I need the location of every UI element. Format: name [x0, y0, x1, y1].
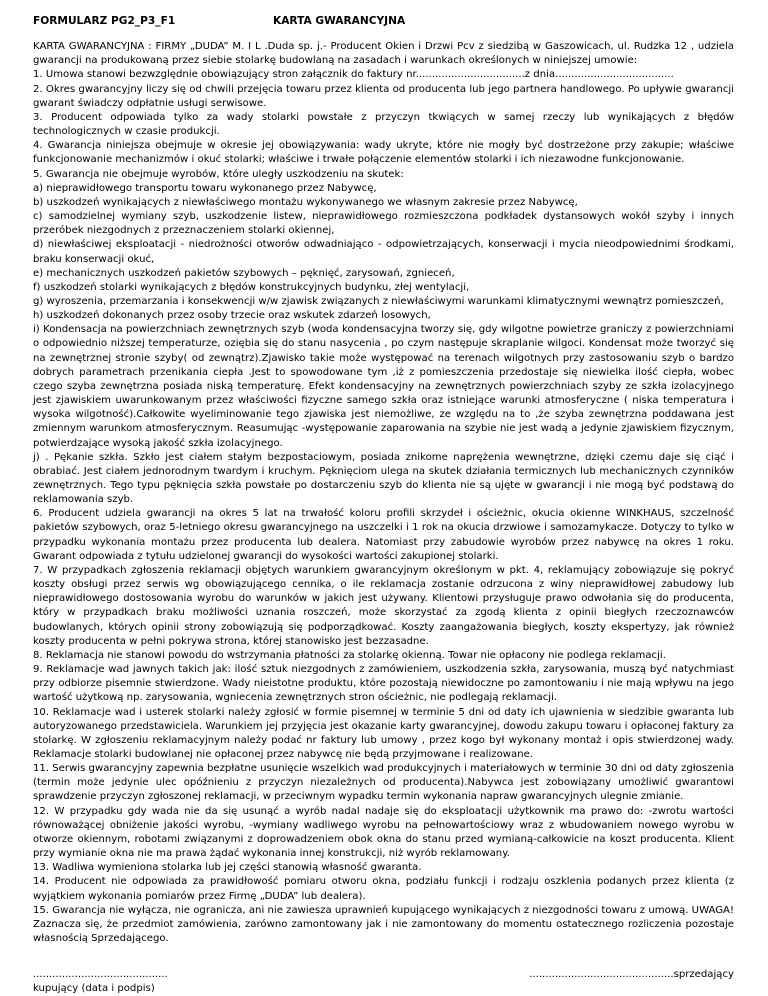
- warranty-paragraph: f) uszkodzeń stolarki wynikających z błędów konstrukcyjnych budynku, złej wentylacji,: [33, 281, 470, 293]
- warranty-paragraph: 9. Reklamacje wad jawnych takich jak: ilość sztuk niezgodnych z zamówieniem, uszkodzenia szkła, zarysowania, muszą być natychmiast przy odbiorze pisemnie stwierdzone. Wady nieistotne produktu, które pozostają niewidoczne po zamontowaniu i nie mają wpływu na jego wartość użytkową np. zarysowania, wgniecenia zewnętrznych stron ościeżnic, nie podlegają reklamacji.: [33, 664, 734, 704]
- seller-signature: .............................................sprzedający: [529, 969, 734, 981]
- warranty-paragraph: 3. Producent odpowiada tylko za wady stolarki powstałe z przyczyn tkwiących w samej rzeczy lub wynikających z błędów technologicznych w czasie produkcji.: [33, 111, 734, 138]
- warranty-paragraph: 5. Gwarancja nie obejmuje wyrobów, które uległy uszkodzeniu na skutek:: [33, 168, 404, 180]
- warranty-paragraph: b) uszkodzeń wynikających z niewłaściwego montażu wykonywanego we własnym zakresie przez Nabywcę,: [33, 196, 578, 208]
- form-code: FORMULARZ PG2_P3_F1: [33, 15, 176, 27]
- warranty-paragraph: i) Kondensacja na powierzchniach zewnętrznych szyb (woda kondensacyjna tworzy się, gdy wilgotne powietrze graniczy z powierzchniami o odpowiednio niższej temperaturze, oziębia się do stanu nasycenia , po czym następuje skraplanie wilgoci. Kondensat może tworzyć się na zewnętrznej stronie szyby( od zewnątrz).Zjawisko takie może występować na terenach wilgotnych przy zastosowaniu szyb o bardzo dobrych parametrach przenikania ciepła .Jest to spowodowane tym ,iż z pomieszczenia przedostaje się niewielka ilość ciepła, wobec czego szyba zewnętrzna posiada niską temperaturę. Efekt kondensacyjny na zewnętrznych powierzchniach szyby ze szkła izolacyjnego jest zjawiskiem uwarunkowanym przez właściwości fizyczne samego szkła oraz istniejące warunki atmosferyczne ( niska temperatura i wysoka wilgotność).Całkowite wyeliminowanie tego zjawiska jest niemożliwe, ze względu na to ,że szyba zewnętrzna poddawana jest zmiennym warunkom atmosferycznym. Reasumując -występowanie zaparowania na szybie nie jest wadą a jedynie zjawiskiem fizycznym, potwierdzające wysoką jakość szkła izolacyjnego.: [33, 324, 734, 449]
- document-header: [33, 14, 734, 28]
- warranty-paragraph: 14. Producent nie odpowiada za prawidłowość pomiaru otworu okna, podziału funkcji i rodzaju oszklenia podanych przez klienta (z wyjątkiem wykonania pomiarów przez Firmę „DUDA” lub dealera).: [33, 876, 734, 902]
- warranty-paragraph: e) mechanicznych uszkodzeń pakietów szybowych – pęknięć, zarysowań, zgnieceń,: [33, 267, 455, 279]
- document-title: KARTA GWARANCYJNA: [273, 15, 406, 27]
- warranty-paragraph: 6. Producent udziela gwarancji na okres 5 lat na trwałość koloru profili skrzydeł i ościeżnic, okucia okienne WINKHAUS, szczelność pakietów szybowych, oraz 5-letniego okresu gwarancyjnego na uszczelki i 1 rok na okucia drzwiowe i samozamykacze. Dotyczy to tylko w przypadku wykonania montażu przez producenta lub dealera. Natomiast przy zabudowie wyrobów przez nabywcę na okres 1 roku. Gwarant odpowiada z tytułu udzielonej gwarancji do wysokości wartości zakupionej stolarki.: [33, 508, 734, 562]
- warranty-paragraph: 1. Umowa stanowi bezwzględnie obowiązujący stron załącznik do faktury nr..................................z dnia.....................................: [33, 69, 674, 81]
- warranty-terms: [33, 40, 734, 946]
- warranty-paragraph: j) . Pękanie szkła. Szkło jest ciałem stałym bezpostaciowym, posiada znikome naprężenia wewnętrzne, dzięki czemu daje się ciąć i obrabiać. Jest ciałem jednorodnym twardym i kruchym. Pęknięciom ulega na skutek działania termicznych lub mechanicznych czynników zewnętrznych. Tego typu pęknięcia szkła powstałe po dostarczeniu szyb do klienta nie są ujęte w gwarancji i nie mogą być podstawą do reklamowania szyb.: [33, 451, 734, 506]
- warranty-paragraph: 10. Reklamacje wad i usterek stolarki należy zgłosić w formie pisemnej w terminie 5 dni od daty ich ujawnienia w siedzibie gwaranta lub autoryzowanego przedstawiciela. Warunkiem jej przyjęcia jest okazanie karty gwarancyjnej, dowodu zakupu towaru i opłaconej faktury za stolarkę. W zgłoszeniu reklamacyjnym należy podać nr faktury lub umowy , przez kogo był wykonany montaż i opis stwierdzonej wady. Reklamacje stolarki budowlanej nie opłaconej przez nabywcę nie będą przyjmowane i realizowane.: [33, 706, 734, 760]
- warranty-paragraph: 13. Wadliwa wymieniona stolarka lub jej części stanowią własność gwaranta.: [33, 862, 422, 874]
- warranty-paragraph: h) uszkodzeń dokonanych przez osoby trzecie oraz wskutek zdarzeń losowych,: [33, 310, 431, 322]
- buyer-signature-line: ..........................................: [33, 969, 168, 981]
- warranty-paragraph: a) nieprawidłowego transportu towaru wykonanego przez Nabywcę,: [33, 182, 377, 194]
- warranty-paragraph: 8. Reklamacja nie stanowi powodu do wstrzymania płatności za stolarkę okienną. Towar nie opłacony nie podlega reklamacji.: [33, 649, 666, 661]
- warranty-paragraph: 2. Okres gwarancyjny liczy się od chwili przejęcia towaru przez klienta od producenta lub jego partnera handlowego. Po upływie gwarancji gwarant świadczy odpłatnie usługi serwisowe.: [33, 83, 734, 109]
- warranty-paragraph: 4. Gwarancja niniejsza obejmuje w okresie jej obowiązywania: wady ukryte, które nie mogły być dostrzeżone przy zakupie; właściwe funkcjonowanie mechanizmów i okuć stolarki; właściwe i trwałe połączenie elementów stolarki i ich niezawodne funkcjonowanie.: [33, 140, 734, 166]
- buyer-signature-label: kupujący (data i podpis): [33, 983, 155, 995]
- warranty-paragraph: 15. Gwarancja nie wyłącza, nie ogranicza, ani nie zawiesza uprawnień kupującego wynikających z niezgodności towaru z umową. UWAGA! Zaznacza się, że przedmiot zamówienia, zarówno zamontowany jak i nie zamontowany do momentu ostatecznego rozliczenia pozostaje własnością Sprzedającego.: [33, 904, 734, 944]
- warranty-paragraph: KARTA GWARANCYJNA : FIRMY „DUDA” M. I L .Duda sp. j.- Producent Okien i Drzwi Pcv z siedzibą w Gaszowicach, ul. Rudzka 12 , udziela gwarancji na produkowaną przez siebie stolarkę budowlaną na zasadach i warunkach określonych w niniejszej umowie:: [33, 41, 734, 67]
- warranty-paragraph: 7. W przypadkach zgłoszenia reklamacji objętych warunkiem gwarancyjnym określonym w pkt. 4, reklamujący zobowiązuje się pokryć koszty obsługi przez serwis wg obowiązującego cennika, o ile reklamacja zostanie odrzucona z winy nieprawidłowej zabudowy lub nieprawidłowego dostosowania wyrobu do warunków w jakich jest używany. Klientowi przysługuje prawo odwołania się do producenta, który w przypadkach braku możliwości uznania roszczeń, może skorzystać za zgodą klienta z opinii biegłych rzeczoznawców budowlanych, których opinii strony zobowiązują się podporządkować. Koszty zaangażowania biegłych, koszty ekspertyzy, jak również koszty producenta w pełni pokrywa strona, której stanowisko jest bezzasadne.: [33, 564, 734, 647]
- warranty-paragraph: g) wyroszenia, przemarzania i konsekwencji w/w zjawisk związanych z niewłaściwymi warunkami klimatycznymi wewnątrz pomieszczeń,: [33, 295, 724, 307]
- buyer-signature: [33, 968, 333, 996]
- signature-section: [33, 968, 734, 996]
- warranty-paragraph: 12. W przypadku gdy wada nie da się usunąć a wyrób nadal nadaje się do eksploatacji użytkownik ma prawo do: -zwrotu wartości równoważącej obniżenie jakości wyrobu, -wymiany wadliwego wyrobu na pełnowartościowy wraz z wbudowaniem nowego wyrobu w otworze okiennym, robotami związanymi z doprowadzeniem obok okna do stanu przed wymianą-całkowicie na koszt producenta. Klient przy wymianie okna nie ma prawa żądać wykonania innej konstrukcji, niż wyrób reklamowany.: [33, 805, 734, 860]
- warranty-paragraph: c) samodzielnej wymiany szyb, uszkodzenie listew, nieprawidłowego rozmieszczona podkładek dystansowych wokół szyby i innych przeróbek niezgodnych z przeznaczeniem stolarki okiennej,: [33, 211, 734, 237]
- warranty-paragraph: 11. Serwis gwarancyjny zapewnia bezpłatne usunięcie wszelkich wad produkcyjnych i materiałowych w terminie 30 dni od daty zgłoszenia (termin może jedynie ulec opóźnieniu z przyczyn niezależnych od producenta).Nabywca jest zobowiązany umożliwić gwarantowi sprawdzenie przyczyn zgłoszonej reklamacji, w przeciwnym wypadku termin wykonania napraw gwarancyjnych ulegnie zmianie.: [33, 763, 735, 803]
- warranty-paragraph: d) niewłaściwej eksploatacji - niedrożności otworów odwadniająco - odpowietrzających, konserwacji i mycia nieodpowiednimi środkami, braku konserwacji okuć,: [33, 239, 734, 265]
